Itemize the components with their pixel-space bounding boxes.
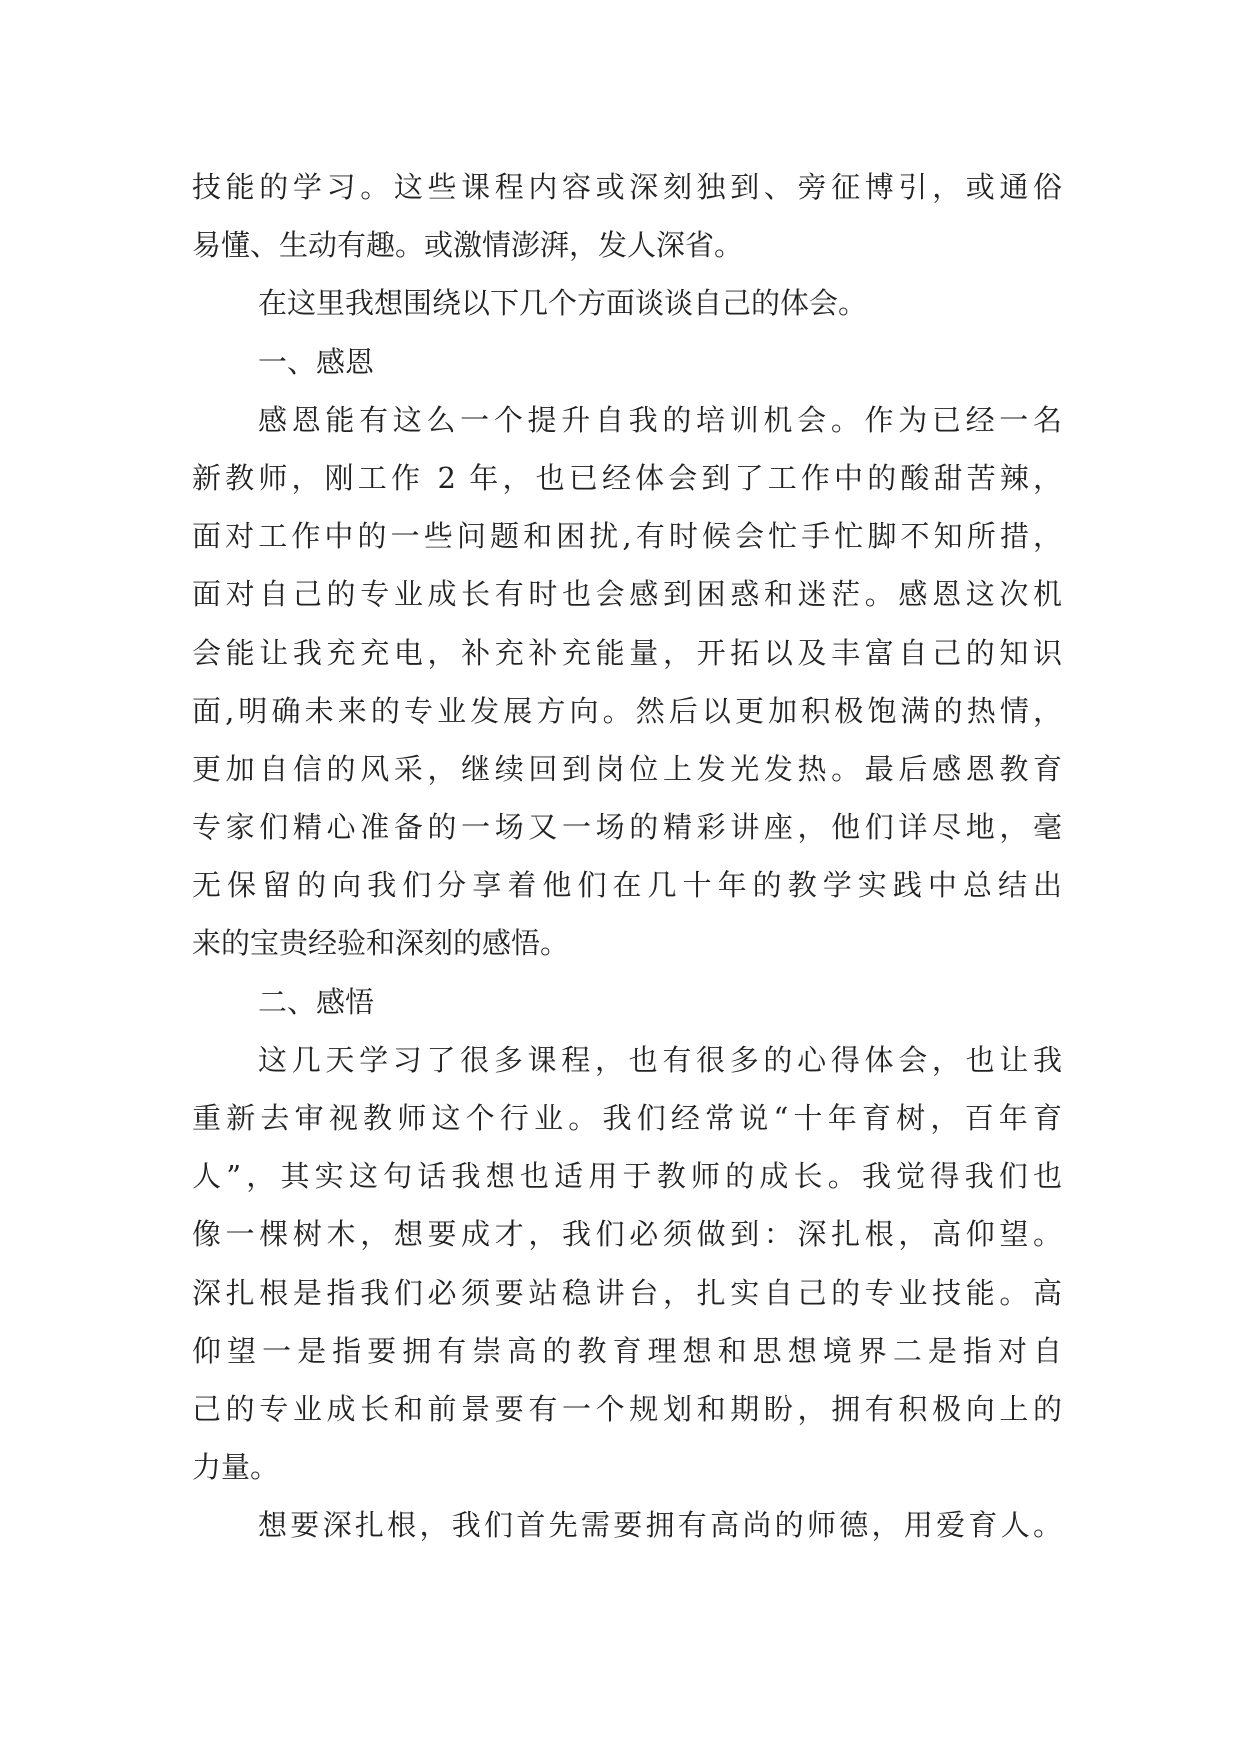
text-line: 像一棵树木，想要成才，我们必须做到：深扎根，高仰望。 <box>192 1217 1062 1252</box>
text-line: 面对工作中的一些问题和困扰,有时候会忙手忙脚不知所措， <box>192 519 1062 554</box>
text-line: 想要深扎根，我们首先需要拥有高尚的师德，用爱育人。 <box>258 1508 1062 1543</box>
text-line: 新教师，刚工作 2 年，也已经体会到了工作中的酸甜苦辣， <box>192 460 1062 495</box>
text-line: 重新去审视教师这个行业。我们经常说“十年育树，百年育 <box>192 1101 1062 1135</box>
text-line: 易懂、生动有趣。或激情澎湃，发人深省。 <box>192 228 744 263</box>
text-line: 面对自己的专业成长有时也会感到困惑和迷茫。感恩这次机 <box>192 577 1062 612</box>
text-line: 这几天学习了很多课程，也有很多的心得体会，也让我 <box>258 1042 1062 1077</box>
text-line: 无保留的向我们分享着他们在几十年的教学实践中总结出 <box>192 868 1062 903</box>
text-line: 会能让我充充电，补充补充能量，开拓以及丰富自己的知识 <box>192 635 1062 670</box>
text-line: 仰望一是指要拥有崇高的教育理想和思想境界二是指对自 <box>192 1333 1062 1368</box>
document-body <box>192 158 1062 1555</box>
text-line: 人”，其实这句话我想也适用于教师的成长。我觉得我们也 <box>192 1159 1062 1194</box>
section-heading-gratitude: 一、感恩 <box>258 344 375 379</box>
paragraph-intro: 在这里我想围绕以下几个方面谈谈自己的体会。 <box>258 286 868 321</box>
section-heading-insight: 二、感悟 <box>258 984 375 1019</box>
text-line: 己的专业成长和前景要有一个规划和期盼，拥有积极向上的 <box>192 1391 1062 1426</box>
text-line: 技能的学习。这些课程内容或深刻独到、旁征博引，或通俗 <box>192 170 1062 204</box>
text-line: 力量。 <box>192 1450 280 1485</box>
text-line: 深扎根是指我们必须要站稳讲台，扎实自己的专业技能。高 <box>192 1275 1062 1310</box>
text-line: 专家们精心准备的一场又一场的精彩讲座，他们详尽地，毫 <box>192 810 1062 845</box>
text-line: 面,明确未来的专业发展方向。然后以更加积极饱满的热情， <box>192 693 1062 728</box>
text-line: 更加自信的风采，继续回到岗位上发光发热。最后感恩教育 <box>192 751 1062 786</box>
text-line: 来的宝贵经验和深刻的感悟。 <box>192 926 570 961</box>
text-line: 感恩能有这么一个提升自我的培训机会。作为已经一名 <box>258 402 1062 437</box>
